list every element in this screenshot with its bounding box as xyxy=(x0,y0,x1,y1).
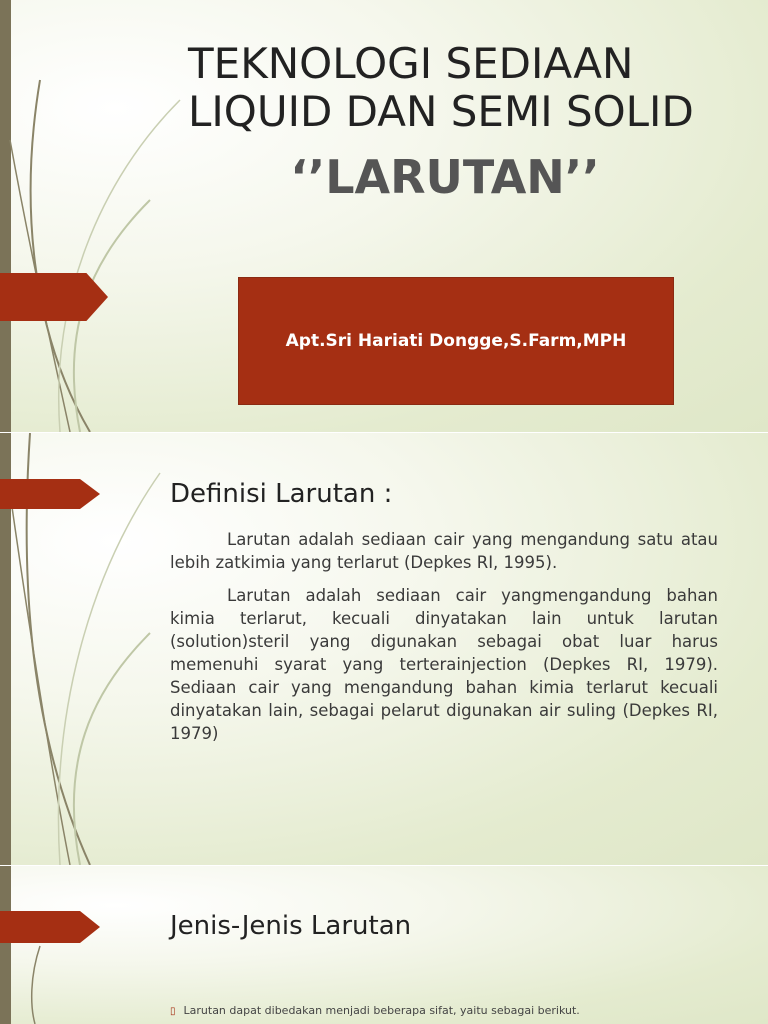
author-box xyxy=(238,277,674,405)
subtitle: ‘’LARUTAN’’ xyxy=(290,150,600,204)
title-line-2: LIQUID DAN SEMI SOLID xyxy=(188,87,694,136)
decorative-curves xyxy=(0,866,200,1024)
title-line-1: TEKNOLOGI SEDIAAN xyxy=(188,39,634,88)
definition-text xyxy=(170,528,718,755)
bullet-item xyxy=(170,1004,580,1017)
decorative-curves xyxy=(0,0,200,432)
slide-types xyxy=(0,866,768,1024)
slide-title xyxy=(0,0,768,432)
paragraph-1: Larutan adalah sediaan cair yang mengandung satu atau lebih zatkimia yang terlarut (Depkes RI, 1995). xyxy=(170,530,718,572)
slide-definition xyxy=(0,433,768,865)
author-name: Apt.Sri Hariati Dongge,S.Farm,MPH xyxy=(285,331,627,351)
accent-arrow xyxy=(0,911,100,943)
section-heading: Jenis-Jenis Larutan xyxy=(170,911,412,941)
bullet-text: Larutan dapat dibedakan menjadi beberapa sifat, yaitu sebagai berikut. xyxy=(183,1004,580,1017)
section-heading: Definisi Larutan : xyxy=(170,479,393,509)
bullet-marker-icon: ▯ xyxy=(170,1006,176,1017)
accent-arrow xyxy=(0,273,108,321)
accent-arrow xyxy=(0,479,100,509)
main-title xyxy=(188,40,694,136)
paragraph-2: Larutan adalah sediaan cair yangmengandung bahan kimia terlarut, kecuali dinyatakan lain untuk larutan (solution)steril yang digunakan sebagai obat luar harus memenuhi syarat yang terterainjection (Depkes RI, 1979). Sediaan cair yang mengandung bahan kimia terlarut kecuali dinyatakan lain, sebagai pelarut digunakan air suling (Depkes RI, 1979) xyxy=(170,586,718,743)
